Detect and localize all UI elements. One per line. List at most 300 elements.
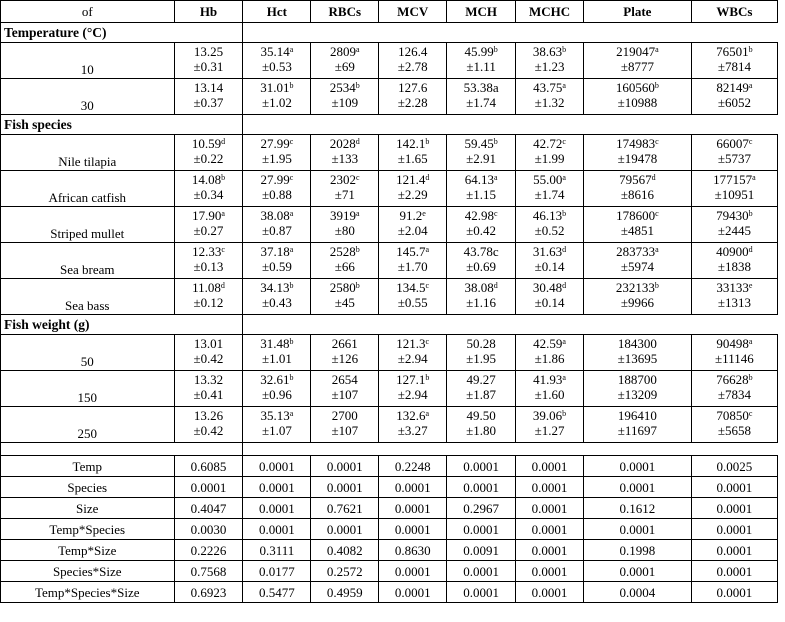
cell-mean-line	[450, 372, 512, 387]
cell-error: ±1838	[717, 259, 751, 274]
cell-mean: 219047	[616, 44, 656, 59]
cell-error: ±0.55	[397, 295, 428, 310]
cell-mean: 43.75	[533, 80, 563, 95]
cell-letter: a	[655, 45, 659, 54]
pvalue-row	[1, 477, 778, 498]
cell-mean-line	[178, 244, 240, 259]
data-cell	[584, 243, 692, 279]
cell-mean: 49.50	[466, 408, 496, 423]
cell-error: ±2.29	[397, 187, 428, 202]
cell-error: ±0.42	[466, 223, 497, 238]
cell-mean-line	[382, 172, 443, 187]
data-cell	[447, 279, 516, 315]
cell-letter: d	[355, 137, 360, 146]
cell-letter: c	[425, 337, 430, 346]
data-cell	[516, 335, 584, 371]
cell-error: ±0.87	[261, 223, 292, 238]
cell-mean: 32.61	[260, 372, 290, 387]
cell-mean: 31.48	[260, 336, 290, 351]
cell-mean: 39.06	[532, 408, 563, 423]
cell-mean: 184300	[617, 336, 657, 351]
cell-letter: c	[748, 137, 753, 146]
cell-mean: 31.63	[532, 244, 563, 259]
cell-letter: b	[654, 81, 659, 90]
pvalue-label: Temp*Size	[1, 540, 175, 561]
pvalue-cell: 0.0001	[516, 498, 584, 519]
cell-mean-line	[382, 208, 443, 223]
pvalue-cell: 0.0001	[691, 582, 777, 603]
data-cell	[379, 407, 447, 443]
cell-mean-line	[695, 244, 774, 259]
cell-error: ±1313	[717, 295, 751, 310]
cell-error: ±0.59	[261, 259, 292, 274]
cell-mean-line	[382, 80, 443, 95]
cell-mean-line	[695, 408, 774, 423]
pvalue-cell: 0.2248	[379, 456, 447, 477]
cell-mean-line	[178, 172, 240, 187]
pvalue-cell: 0.0001	[379, 498, 447, 519]
pvalue-cell: 0.0004	[584, 582, 692, 603]
cell-error: ±10988	[617, 95, 658, 110]
data-cell	[174, 407, 243, 443]
cell-error: ±1.65	[397, 151, 428, 166]
pvalue-cell: 0.0001	[447, 519, 516, 540]
cell-mean-line	[246, 280, 307, 295]
cell-letter: b	[289, 81, 294, 90]
spacer-cell	[1, 443, 243, 456]
cell-error: ±0.43	[261, 295, 292, 310]
header-plate: Plate	[584, 1, 692, 23]
cell-letter: a	[289, 209, 294, 218]
pvalue-cell: 0.0001	[379, 519, 447, 540]
cell-mean: 2302	[330, 172, 357, 187]
data-cell	[447, 79, 516, 115]
pvalue-row	[1, 519, 778, 540]
pvalue-cell: 0.0030	[174, 519, 243, 540]
data-cell	[379, 207, 447, 243]
cell-error: ±5658	[717, 423, 751, 438]
section-header-row	[1, 23, 778, 43]
pvalue-cell: 0.0091	[447, 540, 516, 561]
data-cell	[691, 335, 777, 371]
cell-mean-line	[587, 336, 688, 351]
data-cell	[447, 243, 516, 279]
cell-mean: 55.00	[533, 172, 563, 187]
cell-mean: 121.4	[396, 172, 426, 187]
cell-error: ±0.14	[534, 259, 565, 274]
cell-mean-line	[450, 44, 512, 59]
cell-letter: b	[562, 409, 567, 418]
cell-mean: 2534	[329, 80, 356, 95]
data-cell	[516, 171, 584, 207]
cell-mean: 79430	[716, 208, 749, 223]
cell-error: ±8777	[620, 59, 654, 74]
data-cell	[516, 407, 584, 443]
cell-letter: c	[356, 173, 360, 182]
data-cell	[691, 371, 777, 407]
data-cell	[691, 79, 777, 115]
cell-mean: 12.33	[192, 244, 222, 259]
pvalue-cell: 0.0001	[691, 561, 777, 582]
cell-mean-line	[450, 136, 512, 151]
cell-error: ±0.96	[261, 387, 292, 402]
row-label: 150	[1, 371, 175, 407]
pvalue-cell: 0.0001	[243, 519, 311, 540]
cell-letter: b	[355, 281, 360, 290]
pvalue-cell: 0.0001	[379, 561, 447, 582]
table-row	[1, 335, 778, 371]
cell-mean-line	[450, 336, 512, 351]
cell-mean: 2580	[329, 280, 356, 295]
cell-mean-line	[519, 244, 580, 259]
pvalue-cell: 0.5477	[243, 582, 311, 603]
pvalue-cell: 0.0001	[243, 498, 311, 519]
cell-letter: d	[748, 245, 753, 254]
cell-mean-line	[382, 244, 443, 259]
cell-mean: 188700	[617, 372, 657, 387]
pvalue-cell: 0.4047	[174, 498, 243, 519]
cell-mean: 91.2	[399, 208, 423, 223]
cell-mean: 121.3	[396, 336, 426, 351]
cell-error: ±1.86	[534, 351, 565, 366]
cell-mean: 49.27	[466, 372, 496, 387]
cell-mean-line	[246, 408, 307, 423]
cell-mean-line	[178, 44, 240, 59]
data-cell	[584, 79, 692, 115]
row-label: Sea bass	[1, 279, 175, 315]
cell-letter: a	[748, 81, 753, 90]
cell-error: ±1.87	[466, 387, 497, 402]
cell-mean-line	[695, 136, 774, 151]
header-hct: Hct	[243, 1, 311, 23]
cell-mean-line	[314, 44, 375, 59]
data-cell	[174, 171, 243, 207]
cell-letter: a	[752, 173, 756, 182]
data-cell	[379, 171, 447, 207]
cell-mean: 10.59	[191, 136, 222, 151]
cell-letter: a	[356, 209, 360, 218]
cell-mean-line	[246, 172, 307, 187]
data-cell	[311, 171, 379, 207]
data-cell	[379, 279, 447, 315]
pvalue-cell: 0.0001	[447, 456, 516, 477]
cell-mean-line	[450, 172, 512, 187]
cell-mean: 142.1	[396, 136, 426, 151]
cell-mean: 160560	[615, 80, 655, 95]
cell-error: ±13695	[617, 351, 658, 366]
cell-mean: 13.26	[193, 408, 224, 423]
data-cell	[311, 243, 379, 279]
table-row	[1, 79, 778, 115]
pvalue-label: Temp	[1, 456, 175, 477]
row-label: African catfish	[1, 171, 175, 207]
pvalue-cell: 0.0001	[447, 477, 516, 498]
cell-error: ±1.16	[466, 295, 497, 310]
cell-mean-line	[695, 208, 774, 223]
cell-letter: c	[562, 137, 566, 146]
cell-mean-line	[587, 172, 688, 187]
cell-letter: a	[562, 373, 566, 382]
cell-error: ±1.01	[261, 351, 292, 366]
pvalue-cell: 0.2967	[447, 498, 516, 519]
table-row	[1, 207, 778, 243]
cell-error: ±107	[331, 423, 359, 438]
data-cell	[584, 371, 692, 407]
cell-mean-line	[382, 44, 443, 59]
data-cell	[447, 335, 516, 371]
data-cell	[311, 207, 379, 243]
data-cell	[584, 171, 692, 207]
pvalue-cell: 0.0001	[691, 477, 777, 498]
cell-mean-line	[587, 372, 688, 387]
data-cell	[379, 79, 447, 115]
cell-error: ±1.15	[466, 187, 497, 202]
cell-mean: 76628	[716, 372, 749, 387]
cell-letter: d	[651, 173, 656, 182]
pvalue-cell: 0.0177	[243, 561, 311, 582]
pvalue-cell: 0.0001	[447, 582, 516, 603]
section-blank	[243, 23, 778, 43]
cell-mean-line	[695, 280, 774, 295]
cell-letter: c	[493, 209, 498, 218]
cell-mean-line	[178, 336, 240, 351]
data-cell	[311, 335, 379, 371]
cell-letter: a	[425, 409, 430, 418]
cell-error: ±133	[331, 151, 359, 166]
cell-mean: 134.5	[396, 280, 426, 295]
cell-error: ±10951	[714, 187, 755, 202]
pvalue-cell: 0.6923	[174, 582, 243, 603]
cell-mean: 45.99	[464, 44, 494, 59]
cell-mean: 33133	[716, 280, 749, 295]
cell-mean-line	[178, 280, 240, 295]
cell-error: ±0.31	[193, 59, 224, 74]
cell-mean: 35.13	[260, 408, 290, 423]
cell-letter: b	[355, 81, 360, 90]
cell-mean: 196410	[617, 408, 657, 423]
cell-error: ±0.52	[534, 223, 565, 238]
data-cell	[447, 371, 516, 407]
table-body	[1, 1, 778, 603]
cell-letter: a	[289, 409, 294, 418]
cell-mean: 283733	[616, 244, 656, 259]
pvalue-cell: 0.2572	[311, 561, 379, 582]
table-row	[1, 243, 778, 279]
cell-letter: d	[562, 281, 567, 290]
pvalue-cell: 0.0001	[447, 561, 516, 582]
cell-letter: b	[748, 209, 753, 218]
pvalue-cell: 0.0001	[691, 498, 777, 519]
cell-mean: 31.01	[260, 80, 290, 95]
cell-mean: 30.48	[532, 280, 563, 295]
cell-error: ±0.27	[193, 223, 224, 238]
row-label: 10	[1, 43, 175, 79]
data-cell	[243, 407, 311, 443]
data-cell	[447, 43, 516, 79]
pvalue-cell: 0.0001	[691, 519, 777, 540]
data-cell	[174, 79, 243, 115]
cell-error: ±107	[331, 387, 359, 402]
cell-mean: 3919	[330, 208, 357, 223]
data-cell	[584, 335, 692, 371]
data-cell	[311, 135, 379, 171]
cell-mean: 42.72	[533, 136, 563, 151]
cell-mean-line	[695, 44, 774, 59]
data-cell	[516, 279, 584, 315]
cell-mean: 126.4	[398, 44, 428, 59]
cell-error: ±1.99	[534, 151, 565, 166]
cell-mean-line	[519, 372, 580, 387]
cell-letter: b	[289, 373, 294, 382]
cell-error: ±9966	[620, 295, 654, 310]
pvalue-row	[1, 540, 778, 561]
section-title: Fish species	[1, 115, 243, 135]
cell-mean-line	[314, 172, 375, 187]
cell-mean-line	[519, 208, 580, 223]
cell-letter: c	[289, 173, 294, 182]
cell-mean: 38.63	[532, 44, 563, 59]
cell-error: ±1.11	[466, 59, 496, 74]
cell-error: ±7834	[717, 387, 751, 402]
cell-letter: a	[289, 45, 294, 54]
row-label: 50	[1, 335, 175, 371]
pvalue-row	[1, 561, 778, 582]
cell-error: ±1.95	[466, 351, 497, 366]
pvalue-cell: 0.0001	[584, 477, 692, 498]
cell-error: ±0.34	[193, 187, 224, 202]
cell-letter: b	[562, 209, 567, 218]
data-cell	[447, 407, 516, 443]
data-cell	[379, 135, 447, 171]
pvalue-cell: 0.1612	[584, 498, 692, 519]
pvalue-label: Temp*Species	[1, 519, 175, 540]
data-cell	[174, 279, 243, 315]
cell-mean: 27.99	[260, 136, 290, 151]
data-cell	[447, 135, 516, 171]
cell-letter: c	[748, 409, 753, 418]
cell-mean: 79567	[619, 172, 652, 187]
data-cell	[243, 371, 311, 407]
data-cell	[174, 335, 243, 371]
cell-mean: 2661	[331, 336, 358, 351]
cell-error: ±1.07	[261, 423, 292, 438]
cell-mean-line	[246, 372, 307, 387]
pvalue-cell: 0.4959	[311, 582, 379, 603]
cell-mean-line	[246, 136, 307, 151]
pvalue-cell: 0.0001	[311, 477, 379, 498]
cell-mean: 232133	[615, 280, 655, 295]
cell-error: ±66	[334, 259, 355, 274]
pvalue-label: Species	[1, 477, 175, 498]
cell-mean-line	[382, 280, 443, 295]
cell-mean: 27.99	[260, 172, 290, 187]
spacer-row	[1, 443, 778, 456]
cell-mean-line	[587, 208, 688, 223]
data-cell	[311, 371, 379, 407]
row-label: Sea bream	[1, 243, 175, 279]
section-title: Fish weight (g)	[1, 315, 243, 335]
row-label: 30	[1, 79, 175, 115]
cell-letter: b	[355, 245, 360, 254]
pvalue-cell: 0.7568	[174, 561, 243, 582]
cell-error: ±11697	[617, 423, 657, 438]
pvalue-cell: 0.0001	[311, 456, 379, 477]
cell-mean-line	[587, 408, 688, 423]
cell-mean-line	[246, 208, 307, 223]
table-row	[1, 371, 778, 407]
cell-letter: c	[425, 281, 430, 290]
cell-mean: 64.13	[464, 172, 494, 187]
section-title: Temperature (°C)	[1, 23, 243, 43]
cell-mean-line	[382, 408, 443, 423]
cell-mean: 40900	[716, 244, 749, 259]
cell-mean-line	[587, 44, 688, 59]
cell-error: ±1.74	[534, 187, 565, 202]
cell-letter: a	[221, 209, 225, 218]
cell-mean-line	[450, 80, 512, 95]
data-cell	[691, 407, 777, 443]
cell-letter: a	[562, 81, 566, 90]
cell-error: ±13209	[617, 387, 658, 402]
cell-mean: 2528	[329, 244, 356, 259]
cell-letter: d	[221, 137, 226, 146]
pvalue-cell: 0.8630	[379, 540, 447, 561]
data-cell	[584, 43, 692, 79]
cell-mean-line	[314, 208, 375, 223]
cell-error: ±0.42	[193, 423, 224, 438]
data-cell	[584, 279, 692, 315]
cell-mean-line	[178, 136, 240, 151]
cell-mean-line	[695, 372, 774, 387]
cell-mean-line	[695, 172, 774, 187]
pvalue-row	[1, 498, 778, 519]
header-rbcs: RBCs	[311, 1, 379, 23]
cell-mean-line	[587, 244, 688, 259]
cell-mean: 59.45	[464, 136, 494, 151]
cell-mean-line	[246, 44, 307, 59]
data-cell	[174, 135, 243, 171]
data-cell	[174, 371, 243, 407]
cell-mean: 34.13	[260, 280, 290, 295]
data-cell	[174, 243, 243, 279]
header-mch: MCH	[447, 1, 516, 23]
cell-letter: b	[425, 373, 430, 382]
cell-mean-line	[246, 336, 307, 351]
data-cell	[243, 79, 311, 115]
cell-letter: c	[289, 137, 294, 146]
data-cell	[243, 135, 311, 171]
cell-letter: b	[654, 281, 659, 290]
cell-error: ±0.12	[193, 295, 224, 310]
cell-error: ±19478	[617, 151, 658, 166]
cell-letter: c	[655, 137, 659, 146]
cell-error: ±0.13	[193, 259, 224, 274]
data-cell	[691, 207, 777, 243]
cell-letter: a	[748, 337, 753, 346]
cell-mean: 43.78c	[463, 244, 499, 259]
table-row	[1, 43, 778, 79]
cell-error: ±5974	[620, 259, 654, 274]
cell-mean-line	[178, 208, 240, 223]
cell-error: ±2.94	[397, 351, 428, 366]
cell-mean-line	[178, 80, 240, 95]
cell-error: ±71	[334, 187, 355, 202]
cell-mean: 127.6	[398, 80, 428, 95]
cell-letter: d	[425, 173, 430, 182]
data-cell	[584, 407, 692, 443]
cell-mean: 35.14	[260, 44, 290, 59]
data-cell	[691, 43, 777, 79]
